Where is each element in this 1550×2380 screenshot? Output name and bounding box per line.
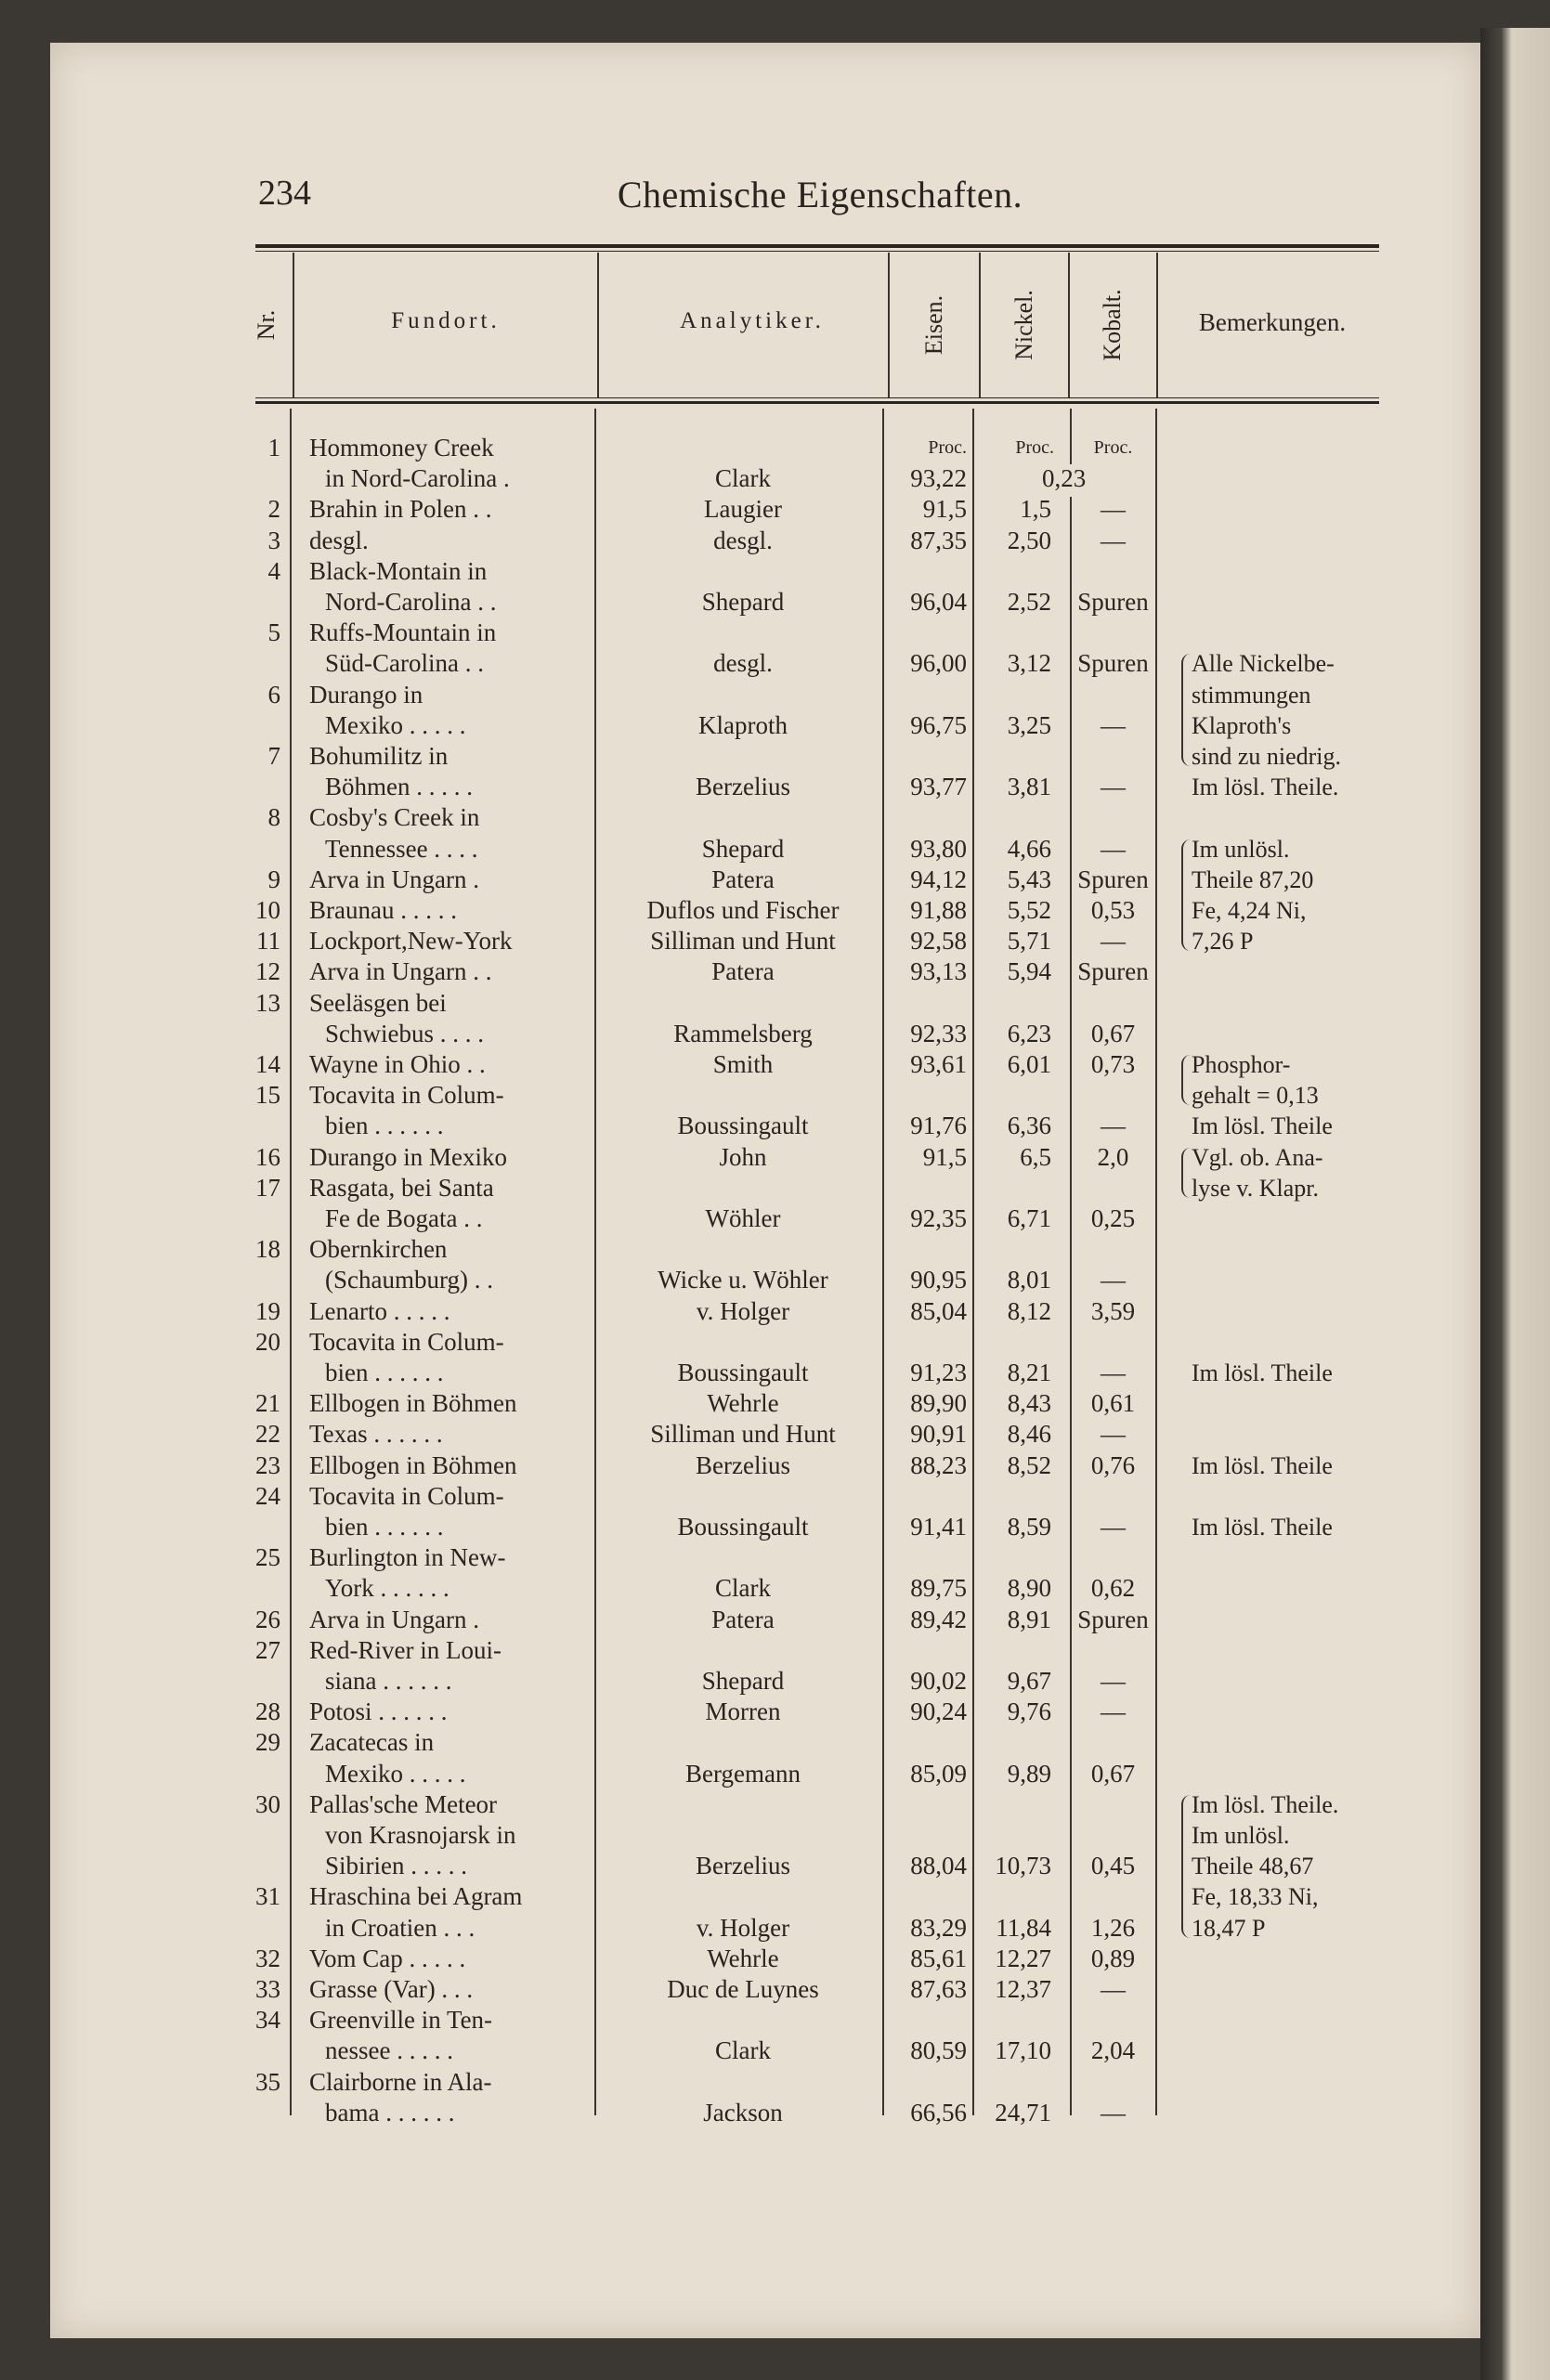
kobalt-value: — [1101, 1975, 1126, 2003]
eisen-value: 90,02 [910, 1667, 967, 1695]
kobalt-value: Spuren [1077, 957, 1149, 986]
nickel-value: 9,76 [1007, 1697, 1051, 1726]
analytiker-cell: v. Holger [696, 1913, 790, 1942]
analytiker-cell: desgl. [713, 526, 773, 554]
nickel-value: 6,23 [1007, 1019, 1051, 1047]
row-number: 14 [255, 1050, 280, 1078]
brace-icon [1181, 654, 1191, 766]
row-number: 25 [255, 1543, 280, 1572]
fundort-line: Hommoney Creek [309, 434, 494, 462]
eisen-value: 94,12 [910, 865, 967, 893]
analytiker-cell: Duc de Luynes [667, 1975, 819, 2003]
nickel-value: 10,73 [995, 1852, 1051, 1880]
analytiker-cell: Shepard [701, 588, 785, 616]
running-title: Chemische Eigenschaften. [617, 174, 1023, 215]
row-number: 18 [255, 1235, 280, 1264]
analytiker-cell: Berzelius [696, 1852, 790, 1880]
fundort-line: Pallas'sche Meteor [309, 1789, 498, 1818]
fundort-line: Wayne in Ohio . . [309, 1050, 486, 1078]
fundort-line: Tocavita in Colum- [309, 1327, 504, 1356]
analytiker-cell: Clark [715, 464, 771, 493]
fundort-line: Texas . . . . . . [309, 1420, 443, 1449]
kobalt-value: — [1101, 1112, 1126, 1140]
col-divider [972, 409, 974, 2115]
row-number: 22 [255, 1420, 280, 1449]
eisen-value: 90,24 [910, 1697, 967, 1726]
fundort-line: Ruffs-Mountain in [309, 618, 497, 647]
eisen-value: 91,76 [910, 1112, 967, 1140]
col-divider [597, 253, 599, 397]
nickel-kobalt-value: 0,23 [1042, 464, 1087, 493]
analytiker-cell: Wöhler [705, 1204, 781, 1232]
analytiker-cell: Shepard [701, 1667, 785, 1695]
kobalt-value: 0,62 [1090, 1574, 1136, 1603]
remark-line: Theile 87,20 [1192, 865, 1314, 893]
row-number: 2 [267, 495, 280, 524]
fundort-line: Potosi . . . . . . [309, 1697, 448, 1726]
analytiker-cell: Silliman und Hunt [650, 1420, 836, 1449]
kobalt-value: — [1101, 1266, 1126, 1294]
row-number: 9 [267, 865, 280, 893]
nickel-value: 8,46 [1007, 1420, 1051, 1449]
fundort-line: Greenville in Ten- [309, 2006, 493, 2035]
remark-line: 7,26 P [1192, 928, 1254, 956]
row-number: 5 [267, 618, 280, 647]
fundort-line: Braunau . . . . . [309, 896, 457, 924]
nickel-value: 3,81 [1007, 773, 1051, 801]
eisen-value: 91,23 [910, 1359, 967, 1386]
nickel-value: 12,27 [995, 1944, 1051, 1972]
fundort-line: Arva in Ungarn . [309, 865, 479, 893]
remark-line: Im lösl. Theile [1192, 1112, 1333, 1140]
analytiker-cell: Rammelsberg [673, 1019, 813, 1047]
fundort-line: York . . . . . . [325, 1574, 449, 1603]
eisen-value: 93,80 [910, 834, 967, 863]
nickel-value: 5,52 [1007, 896, 1051, 924]
kobalt-value: 0,25 [1090, 1204, 1136, 1232]
fundort-line: Nord-Carolina . . [325, 588, 497, 616]
fundort-line: Sibirien . . . . . [325, 1852, 467, 1880]
remark-line: 18,47 P [1192, 1914, 1266, 1942]
kobalt-value: — [1101, 1359, 1126, 1386]
eisen-value: 89,75 [910, 1574, 967, 1603]
analytiker-cell: Patera [711, 865, 775, 893]
fundort-line: Black-Montain in [309, 556, 488, 585]
kobalt-value: Spuren [1077, 1605, 1149, 1633]
kobalt-value: — [1101, 2098, 1126, 2126]
row-number: 11 [256, 927, 280, 956]
unit-nickel: Proc. [1015, 437, 1054, 458]
row-number: 35 [255, 2067, 280, 2096]
kobalt-value: 0,53 [1090, 896, 1136, 924]
analytiker-cell: Silliman und Hunt [650, 927, 836, 956]
fundort-line: nessee . . . . . [325, 2036, 453, 2065]
col-header-analytiker: Analytiker. [680, 308, 825, 333]
eisen-value: 93,77 [910, 773, 967, 801]
fundort-line: Clairborne in Ala- [309, 2067, 492, 2096]
fundort-line: Ellbogen in Böhmen [309, 1450, 517, 1479]
row-number: 24 [255, 1481, 280, 1510]
fundort-line: bien . . . . . . [325, 1513, 444, 1541]
fundort-line: Brahin in Polen . . [309, 495, 492, 524]
kobalt-value: — [1101, 1667, 1126, 1695]
nickel-value: 6,71 [1007, 1204, 1051, 1232]
top-rule [255, 244, 1379, 248]
kobalt-value: — [1101, 495, 1126, 524]
fundort-line: Tocavita in Colum- [309, 1081, 504, 1110]
analytiker-cell: v. Holger [696, 1296, 790, 1325]
eisen-value: 88,04 [910, 1852, 967, 1880]
fundort-line: in Nord-Carolina . [325, 464, 510, 493]
nickel-value: 11,84 [996, 1913, 1051, 1942]
analytiker-cell: Shepard [701, 834, 785, 863]
eisen-value: 93,22 [910, 464, 967, 493]
nickel-value: 5,43 [1007, 865, 1051, 893]
row-number: 30 [255, 1789, 280, 1818]
remark-line: Im lösl. Theile [1192, 1359, 1333, 1386]
nickel-value: 8,43 [1007, 1389, 1051, 1418]
fundort-line: Durango in Mexiko [309, 1142, 507, 1171]
kobalt-value: — [1101, 526, 1126, 554]
nickel-value: 8,91 [1007, 1605, 1051, 1633]
remark-line: Klaproth's [1192, 711, 1292, 739]
fundort-line: von Krasnojarsk in [325, 1821, 516, 1849]
nickel-value: 8,21 [1007, 1359, 1051, 1386]
nickel-value: 6,01 [1007, 1050, 1051, 1078]
fundort-line: Schwiebus . . . . [325, 1019, 484, 1047]
kobalt-value: 3,59 [1090, 1296, 1136, 1325]
remark-line: Theile 48,67 [1192, 1853, 1314, 1880]
eisen-value: 91,41 [910, 1513, 967, 1541]
eisen-value: 92,33 [910, 1019, 967, 1047]
row-number: 8 [267, 803, 280, 832]
analytiker-cell: Laugier [704, 495, 782, 524]
eisen-value: 93,61 [910, 1050, 967, 1078]
fundort-line: Arva in Ungarn . . [309, 957, 492, 986]
row-number: 20 [255, 1327, 280, 1356]
next-page-edge [1480, 28, 1550, 2380]
remark-line: Vgl. ob. Ana- [1192, 1143, 1323, 1171]
col-header-eisen: Eisen. [920, 294, 947, 356]
row-number: 12 [255, 957, 280, 986]
fundort-line: bien . . . . . . [325, 1112, 444, 1140]
kobalt-value: — [1101, 834, 1126, 863]
nickel-value: 8,01 [1007, 1266, 1051, 1294]
analytiker-cell: Wehrle [707, 1389, 779, 1418]
col-header-kobalt: Kobalt. [1099, 289, 1126, 361]
nickel-value: 3,12 [1007, 649, 1051, 678]
analytiker-cell: Clark [715, 2036, 771, 2065]
kobalt-value: 0,45 [1090, 1852, 1136, 1880]
row-number: 6 [267, 680, 280, 709]
remark-line: Im unlösl. [1192, 1822, 1290, 1849]
kobalt-value: 2,0 [1097, 1142, 1129, 1171]
header-rule-thin [255, 397, 1379, 398]
analytiker-cell: Boussingault [677, 1513, 809, 1541]
analytiker-cell: Wicke u. Wöhler [658, 1266, 828, 1294]
row-number: 7 [267, 742, 280, 770]
col-header-nr: Nr. [253, 309, 280, 341]
analytiker-cell: Bergemann [685, 1759, 801, 1788]
remark-line: Fe, 4,24 Ni, [1192, 897, 1307, 924]
kobalt-value: — [1101, 773, 1126, 801]
row-number: 19 [255, 1296, 280, 1325]
remark-line: Im lösl. Theile. [1192, 774, 1339, 801]
nickel-value: 9,89 [1007, 1759, 1051, 1788]
remark-line: Im unlösl. [1192, 835, 1290, 863]
fundort-line: Vom Cap . . . . . [309, 1944, 466, 1972]
eisen-value: 91,5 [922, 495, 967, 524]
fundort-line: Grasse (Var) . . . [309, 1975, 474, 2003]
fundort-line: Mexiko . . . . . [325, 1759, 466, 1788]
kobalt-value: — [1101, 1513, 1126, 1541]
kobalt-value: 0,89 [1090, 1944, 1136, 1972]
remark-line: Im lösl. Theile [1192, 1451, 1333, 1479]
row-number: 28 [255, 1697, 280, 1726]
col-divider [1156, 253, 1158, 397]
row-number: 32 [255, 1944, 280, 1972]
fundort-line: Fe de Bogata . . [325, 1204, 483, 1232]
kobalt-value: — [1101, 1697, 1126, 1726]
kobalt-value: 2,04 [1090, 2036, 1136, 2065]
eisen-value: 96,04 [910, 588, 967, 616]
fundort-line: Obernkirchen [309, 1235, 448, 1264]
eisen-value: 87,63 [910, 1975, 967, 2003]
fundort-line: Seeläsgen bei [309, 988, 447, 1017]
nickel-value: 12,37 [995, 1975, 1051, 2003]
nickel-value: 5,71 [1007, 927, 1051, 956]
top-rule-thin [255, 251, 1379, 252]
remark-line: Im lösl. Theile [1192, 1514, 1333, 1541]
eisen-value: 85,09 [910, 1759, 967, 1788]
kobalt-value: — [1101, 710, 1126, 739]
kobalt-value: Spuren [1077, 649, 1149, 678]
kobalt-value: 0,73 [1090, 1050, 1136, 1078]
kobalt-value: 0,67 [1090, 1019, 1136, 1047]
fundort-line: Cosby's Creek in [309, 803, 480, 832]
row-number: 1 [267, 434, 280, 462]
fundort-line: Ellbogen in Böhmen [309, 1389, 517, 1418]
col-divider [293, 253, 294, 397]
col-header-fundort: Fundort. [391, 308, 501, 333]
fundort-line: siana . . . . . . [325, 1667, 452, 1695]
nickel-value: 4,66 [1007, 834, 1051, 863]
fundort-line: Durango in [309, 680, 423, 709]
row-number: 34 [255, 2006, 280, 2035]
analytiker-cell: Duflos und Fischer [646, 896, 840, 924]
brace-icon [1181, 1795, 1191, 1938]
analytiker-cell: Boussingault [677, 1112, 809, 1140]
eisen-value: 92,35 [910, 1204, 967, 1232]
kobalt-value: 0,61 [1090, 1389, 1136, 1418]
eisen-value: 96,75 [910, 710, 967, 739]
remark-line: sind zu niedrig. [1192, 743, 1342, 770]
analytiker-cell: Berzelius [696, 1450, 790, 1479]
kobalt-value: Spuren [1077, 865, 1149, 893]
eisen-value: 92,58 [910, 927, 967, 956]
nickel-value: 8,59 [1007, 1513, 1051, 1541]
analytiker-cell: Boussingault [677, 1359, 809, 1386]
nickel-value: 2,52 [1007, 588, 1051, 616]
nickel-value: 6,5 [1020, 1142, 1051, 1171]
kobalt-value: — [1101, 1420, 1126, 1449]
eisen-value: 87,35 [910, 526, 967, 554]
nickel-value: 8,52 [1007, 1450, 1051, 1479]
eisen-value: 93,13 [910, 957, 967, 986]
analytiker-cell: Clark [715, 1574, 771, 1603]
nickel-value: 5,94 [1007, 957, 1051, 986]
nickel-value: 2,50 [1007, 526, 1051, 554]
col-divider [888, 253, 890, 397]
eisen-value: 89,42 [910, 1605, 967, 1633]
brace-icon [1181, 1148, 1191, 1198]
remark-line: Phosphor- [1192, 1051, 1291, 1078]
row-number: 15 [255, 1081, 280, 1110]
fundort-line: Zacatecas in [309, 1728, 435, 1757]
row-number: 4 [267, 556, 280, 585]
remark-line: lyse v. Klapr. [1192, 1174, 1319, 1202]
col-divider [979, 253, 981, 397]
row-number: 27 [255, 1635, 280, 1664]
fundort-line: Tocavita in Colum- [309, 1481, 504, 1510]
analytiker-cell: Patera [711, 957, 775, 986]
remark-line: Fe, 18,33 Ni, [1192, 1883, 1319, 1911]
fundort-line: in Croatien . . . [325, 1913, 475, 1942]
row-number: 16 [255, 1142, 280, 1171]
eisen-value: 90,91 [910, 1420, 967, 1449]
col-divider [594, 409, 596, 2115]
fundort-line: Burlington in New- [309, 1543, 506, 1572]
nickel-value: 24,71 [995, 2098, 1051, 2126]
kobalt-value: 1,26 [1090, 1913, 1136, 1942]
fundort-line: Tennessee . . . . [325, 834, 478, 863]
fundort-line: Red-River in Loui- [309, 1635, 501, 1664]
remark-line: Alle Nickelbe- [1192, 650, 1335, 678]
row-number: 23 [255, 1450, 280, 1479]
brace-icon [1181, 1055, 1191, 1105]
fundort-line: bien . . . . . . [325, 1359, 444, 1386]
kobalt-value: 0,67 [1090, 1759, 1136, 1788]
analytiker-cell: John [719, 1142, 767, 1171]
kobalt-value: — [1101, 927, 1126, 956]
brace-icon [1181, 839, 1191, 952]
nickel-value: 3,25 [1007, 710, 1051, 739]
analytiker-cell: Wehrle [707, 1944, 779, 1972]
analytiker-cell: Jackson [703, 2098, 783, 2126]
eisen-value: 96,00 [910, 649, 967, 678]
fundort-line: Lenarto . . . . . [309, 1296, 450, 1325]
eisen-value: 89,90 [910, 1389, 967, 1418]
fundort-line: Böhmen . . . . . [325, 773, 473, 801]
nickel-value: 17,10 [995, 2036, 1051, 2065]
eisen-value: 88,23 [910, 1450, 967, 1479]
fundort-line: Lockport,New-York [309, 927, 513, 956]
analytiker-cell: Smith [712, 1050, 774, 1078]
eisen-value: 66,56 [910, 2098, 967, 2126]
nickel-value: 9,67 [1007, 1667, 1051, 1695]
row-number: 10 [255, 896, 280, 924]
row-number: 33 [255, 1975, 280, 2003]
row-number: 21 [255, 1389, 280, 1418]
analytiker-cell: Berzelius [696, 773, 790, 801]
nickel-value: 1,5 [1020, 495, 1051, 524]
row-number: 26 [255, 1605, 280, 1633]
fundort-line: Hraschina bei Agram [309, 1882, 523, 1911]
kobalt-value: 0,76 [1090, 1450, 1136, 1479]
eisen-value: 90,95 [910, 1266, 967, 1294]
eisen-value: 80,59 [910, 2036, 967, 2065]
header-rule [255, 401, 1379, 404]
fundort-line: Bohumilitz in [309, 742, 449, 770]
col-divider [290, 409, 292, 2115]
eisen-value: 91,88 [910, 896, 967, 924]
col-header-bemerkungen: Bemerkungen. [1198, 308, 1347, 336]
fundort-line: (Schaumburg) . . [325, 1266, 493, 1294]
analytiker-cell: Klaproth [698, 710, 788, 739]
remark-line: gehalt = 0,13 [1192, 1082, 1319, 1110]
nickel-value: 6,36 [1007, 1112, 1051, 1140]
eisen-value: 83,29 [910, 1913, 967, 1942]
fundort-line: desgl. [309, 526, 369, 554]
row-number: 13 [255, 988, 280, 1017]
eisen-value: 85,61 [910, 1944, 967, 1972]
remark-line: Im lösl. Theile. [1192, 1790, 1339, 1818]
nickel-value: 8,90 [1007, 1574, 1051, 1603]
row-number: 17 [255, 1173, 280, 1202]
eisen-value: 85,04 [910, 1296, 967, 1325]
analytiker-cell: desgl. [713, 649, 773, 678]
row-number: 29 [255, 1728, 280, 1757]
unit-kobalt: Proc. [1093, 437, 1133, 458]
row-number: 31 [255, 1882, 280, 1911]
col-header-nickel: Nickel. [1010, 290, 1037, 360]
analytiker-cell: Morren [705, 1697, 781, 1726]
nickel-value: 8,12 [1007, 1296, 1051, 1325]
remark-line: stimmungen [1192, 681, 1311, 709]
kobalt-value: Spuren [1077, 588, 1149, 616]
fundort-line: Mexiko . . . . . [325, 710, 466, 739]
row-number: 3 [267, 526, 280, 554]
col-divider [1068, 253, 1070, 397]
analytiker-cell: Patera [711, 1605, 775, 1633]
fundort-line: bama . . . . . . [325, 2098, 455, 2126]
eisen-value: 91,5 [922, 1142, 967, 1171]
fundort-line: Arva in Ungarn . [309, 1605, 479, 1633]
fundort-line: Süd-Carolina . . [325, 649, 484, 678]
fundort-line: Rasgata, bei Santa [309, 1173, 494, 1202]
page-number: 234 [258, 174, 311, 213]
unit-eisen: Proc. [928, 437, 967, 458]
